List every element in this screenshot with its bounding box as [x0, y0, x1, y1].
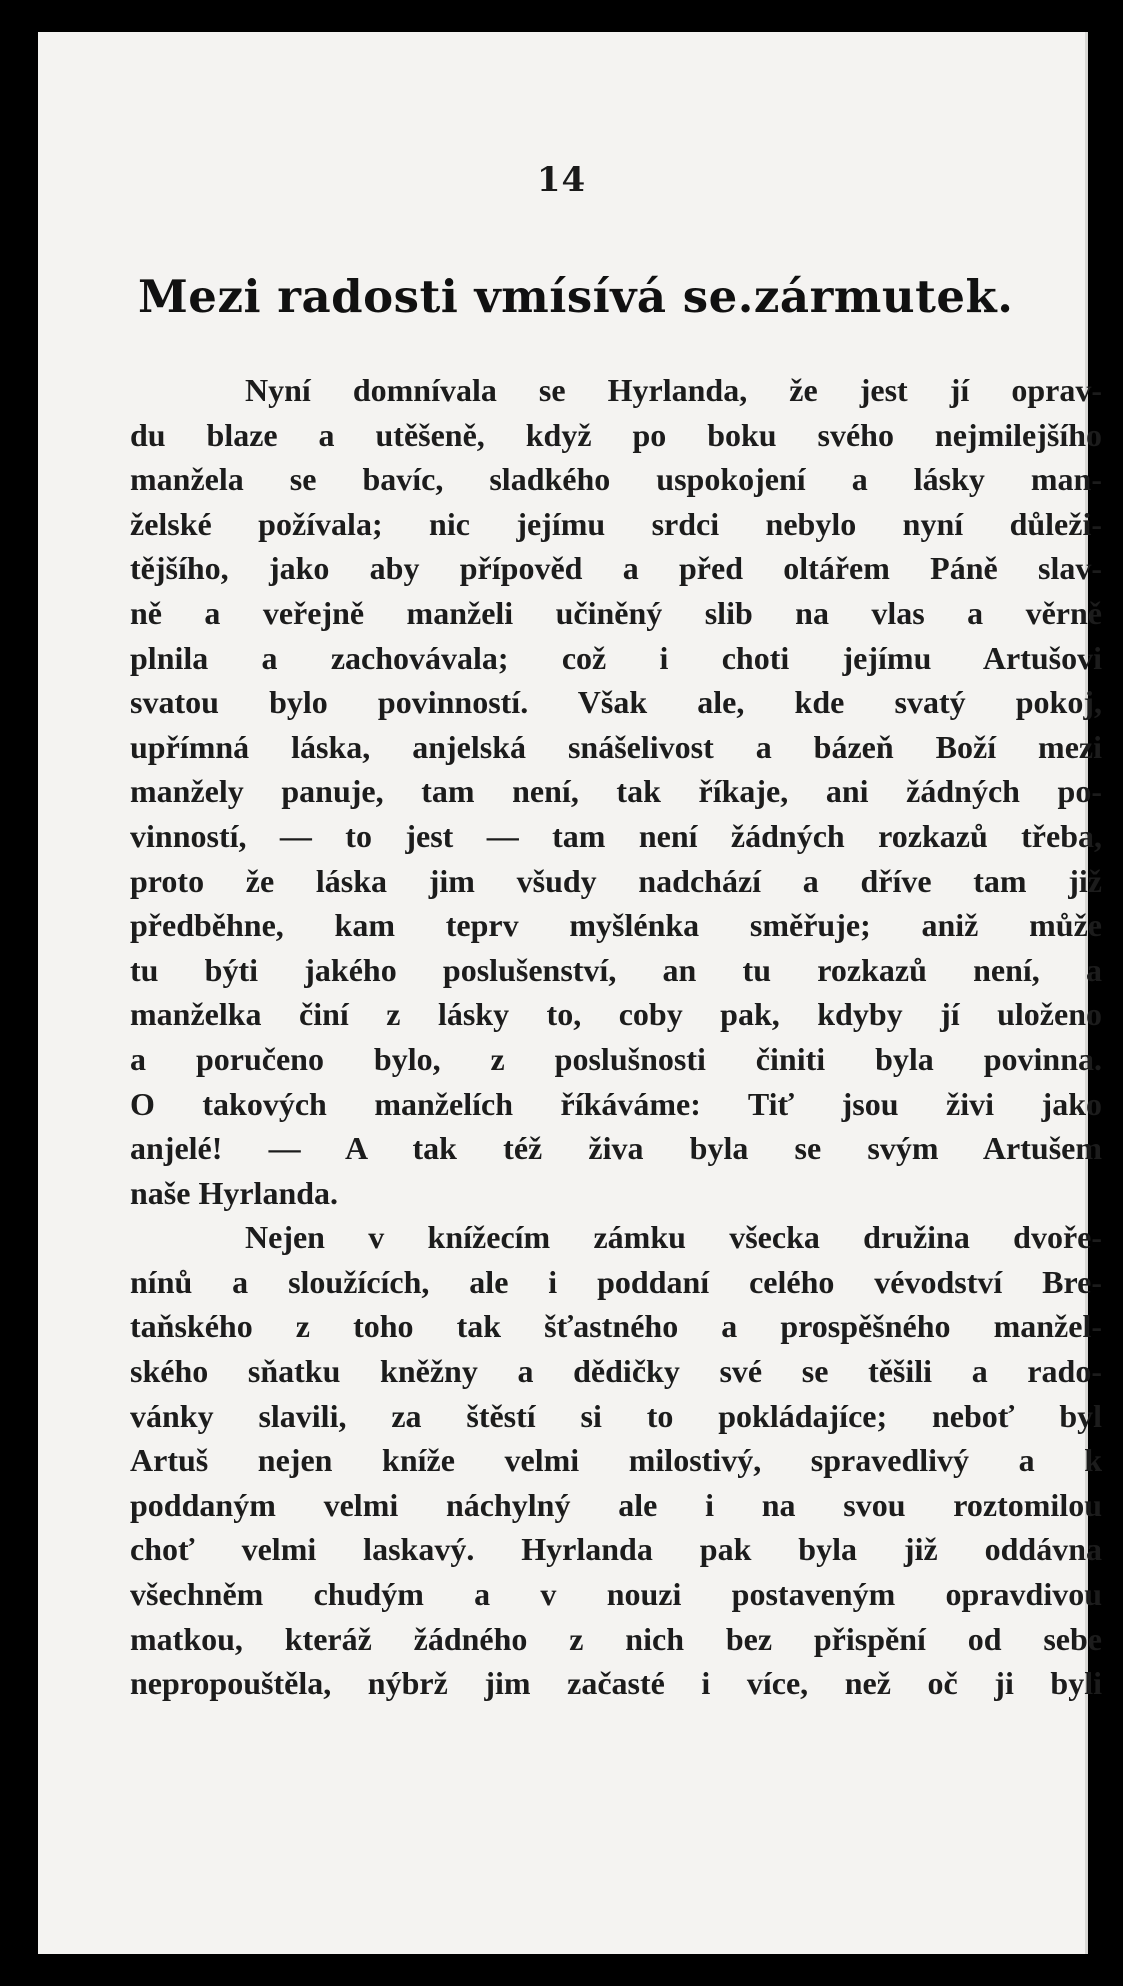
text-line: nínů a sloužících, ale i poddaní celého vévodství Bre- [130, 1263, 1102, 1300]
text-line: choť velmi laskavý. Hyrlanda pak byla již oddávna [130, 1531, 1102, 1568]
text-line: tějšího, jako aby přípověd a před oltářem Páně slav- [130, 550, 1102, 587]
text-line: ně a veřejně manželi učiněný slib na vlas a věrně [130, 594, 1102, 631]
text-line: Nyní domnívala se Hyrlanda, že jest jí oprav- [245, 372, 1102, 408]
chapter-title: Mezi radosti vmísívá se.zármutek. [138, 270, 1014, 323]
text-line: plnila a zachovávala; což i choti jejímu Artušovi [130, 639, 1102, 676]
text-line: poddaným velmi náchylný ale i na svou roztomilou [130, 1486, 1102, 1523]
book-page [38, 32, 1102, 1954]
text-line: ského sňatku kněžny a dědičky své se těšili a rado- [130, 1353, 1102, 1390]
text-line: manžely panuje, tam není, tak říkaje, ani žádných po- [130, 773, 1102, 810]
text-line: vánky slavili, za štěstí si to pokládajíce; neboť byl [130, 1397, 1102, 1434]
page-number: 14 [536, 160, 587, 200]
text-line: upřímná láska, anjelská snášelivost a bázeň Boží mezi [130, 728, 1102, 765]
text-line: Nejen v knížecím zámku všecka družina dvoře- [245, 1219, 1102, 1256]
text-line: O takových manželích říkáváme: Tiť jsou živi jako [130, 1085, 1102, 1122]
text-line: předběhne, kam teprv myšlénka směřuje; aniž může [130, 907, 1102, 944]
text-line: matkou, kteráž žádného z nich bez přispění od sebe [130, 1620, 1102, 1657]
text-line: Artuš nejen kníže velmi milostivý, spravedlivý a k [130, 1442, 1102, 1479]
text-line: manželka činí z lásky to, coby pak, kdyby jí uloženo [130, 996, 1102, 1033]
text-line: želské požívala; nic jejímu srdci nebylo nyní důleži- [130, 505, 1102, 542]
text-line: všechněm chudým a v nouzi postaveným opravdivou [130, 1576, 1102, 1613]
body-text [130, 368, 1102, 1706]
text-line: nepropouštěla, nýbrž jim začasté i více, než oč ji byli [130, 1665, 1102, 1702]
text-line: a poručeno bylo, z poslušnosti činiti byla povinna. [130, 1040, 1102, 1077]
text-line: manžela se bavíc, sladkého uspokojení a lásky man- [130, 461, 1102, 498]
text-line: tu býti jakého poslušenství, an tu rozkazů není, a [130, 951, 1102, 988]
text-line: proto že láska jim všudy nadchází a dříve tam již [130, 862, 1102, 899]
text-line: taňského z toho tak šťastného a prospěšného manžel- [130, 1308, 1102, 1345]
text-line: anjelé! — A tak též živa byla se svým Artušem [130, 1130, 1102, 1167]
text-line: du blaze a utěšeně, když po boku svého nejmilejšího [130, 416, 1102, 453]
text-line: naše Hyrlanda. [130, 1174, 339, 1211]
text-line: vinností, — to jest — tam není žádných rozkazů třeba, [130, 817, 1102, 854]
text-line: svatou bylo povinností. Však ale, kde svatý pokoj, [130, 684, 1102, 721]
